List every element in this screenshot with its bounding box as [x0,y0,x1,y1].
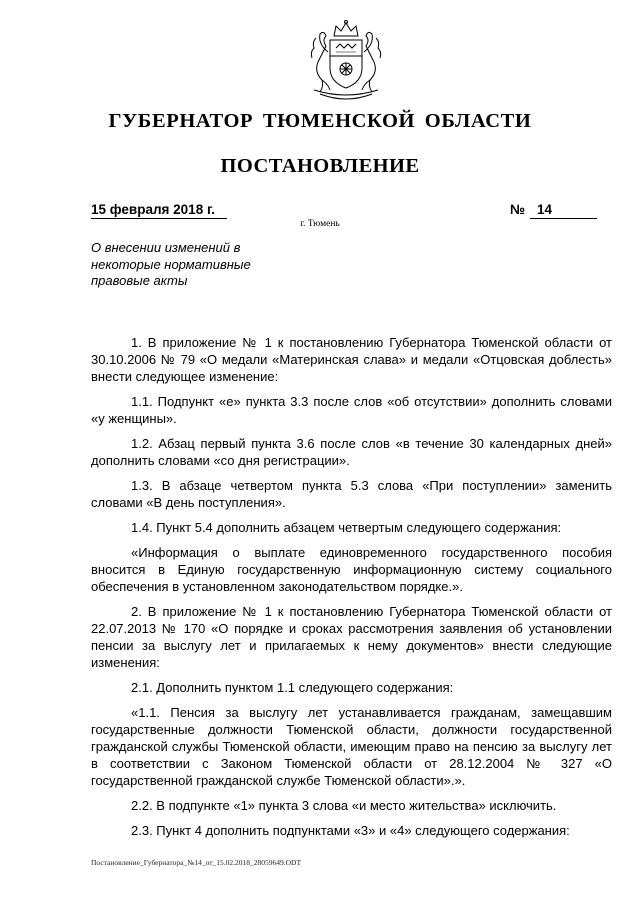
number-field [530,202,597,219]
city: г. Тюмень [300,219,340,229]
paragraph: 2.2. В подпункте «1» пункта 3 слова «и место жительства» исключить. [131,798,557,813]
paragraph: 2.1. Дополнить пунктом 1.1 следующего содержания: [131,680,454,695]
number-label: № [510,202,526,217]
subject-line: правовые акты [91,273,188,288]
document-type: ПОСТАНОВЛЕНИЕ [220,155,420,177]
paragraph: 1. В приложение № 1 к постановлению Губернатора Тюменской области от 30.10.2006 № 79 «О медали «Материнская слава» и медали «Отцовская доблесть» внести следующее изменение: [91,335,612,384]
paragraph: 1.1. Подпункт «е» пункта 3.3 после слов «об отсутствии» дополнить словами «у женщины». [91,394,612,426]
paragraph: 1.3. В абзаце четвертом пункта 5.3 слова «При поступлении» заменить словами «В день поступления». [91,478,612,510]
paragraph: 2.3. Пункт 4 дополнить подпунктами «3» и «4» следующего содержания: [131,823,570,838]
org-title: ГУБЕРНАТОР ТЮМЕНСКОЙ ОБЛАСТИ [108,110,532,132]
paragraph: «Информация о выплате единовременного государственного пособия вносится в Единую государственную информационную систему социального обеспечения в установленном законодательством порядке.». [91,545,612,594]
document-body [91,334,612,847]
paragraph: 1.2. Абзац первый пункта 3.6 после слов «в течение 30 календарных дней» дополнить словами «со дня регистрации». [91,436,612,468]
paragraph: 1.4. Пункт 5.4 дополнить абзацем четвертым следующего содержания: [131,520,562,535]
document-date: 15 февраля 2018 г. [91,202,215,217]
file-name-footer: Постановление_Губернатора_№14_от_15.02.2018_28059649.ODT [91,858,302,867]
subject-line: О внесении изменений в [91,240,241,255]
paragraph: 2. В приложение № 1 к постановлению Губернатора Тюменской области от 22.07.2013 № 170 «О порядке и сроках рассмотрения заявления об установлении пенсии за выслугу лет и прилагаемых к нему документов» внести следующие изменения: [91,604,612,670]
subject-line: некоторые нормативные [91,256,251,272]
document-number: 14 [537,202,553,217]
tyumen-region-coat-of-arms-icon [300,18,392,104]
paragraph: «1.1. Пенсия за выслугу лет устанавливается гражданам, замещавшим государственные должности Тюменской области, должности государственной гражданской службы Тюменской области, имеющим право на пенсию за выслугу лет в соответствии с Законом Тюменской области от 28.12.2004 № 327 «О государственной гражданской службе Тюменской области».». [91,705,612,788]
date-field [91,202,227,219]
document-subject [91,240,311,290]
